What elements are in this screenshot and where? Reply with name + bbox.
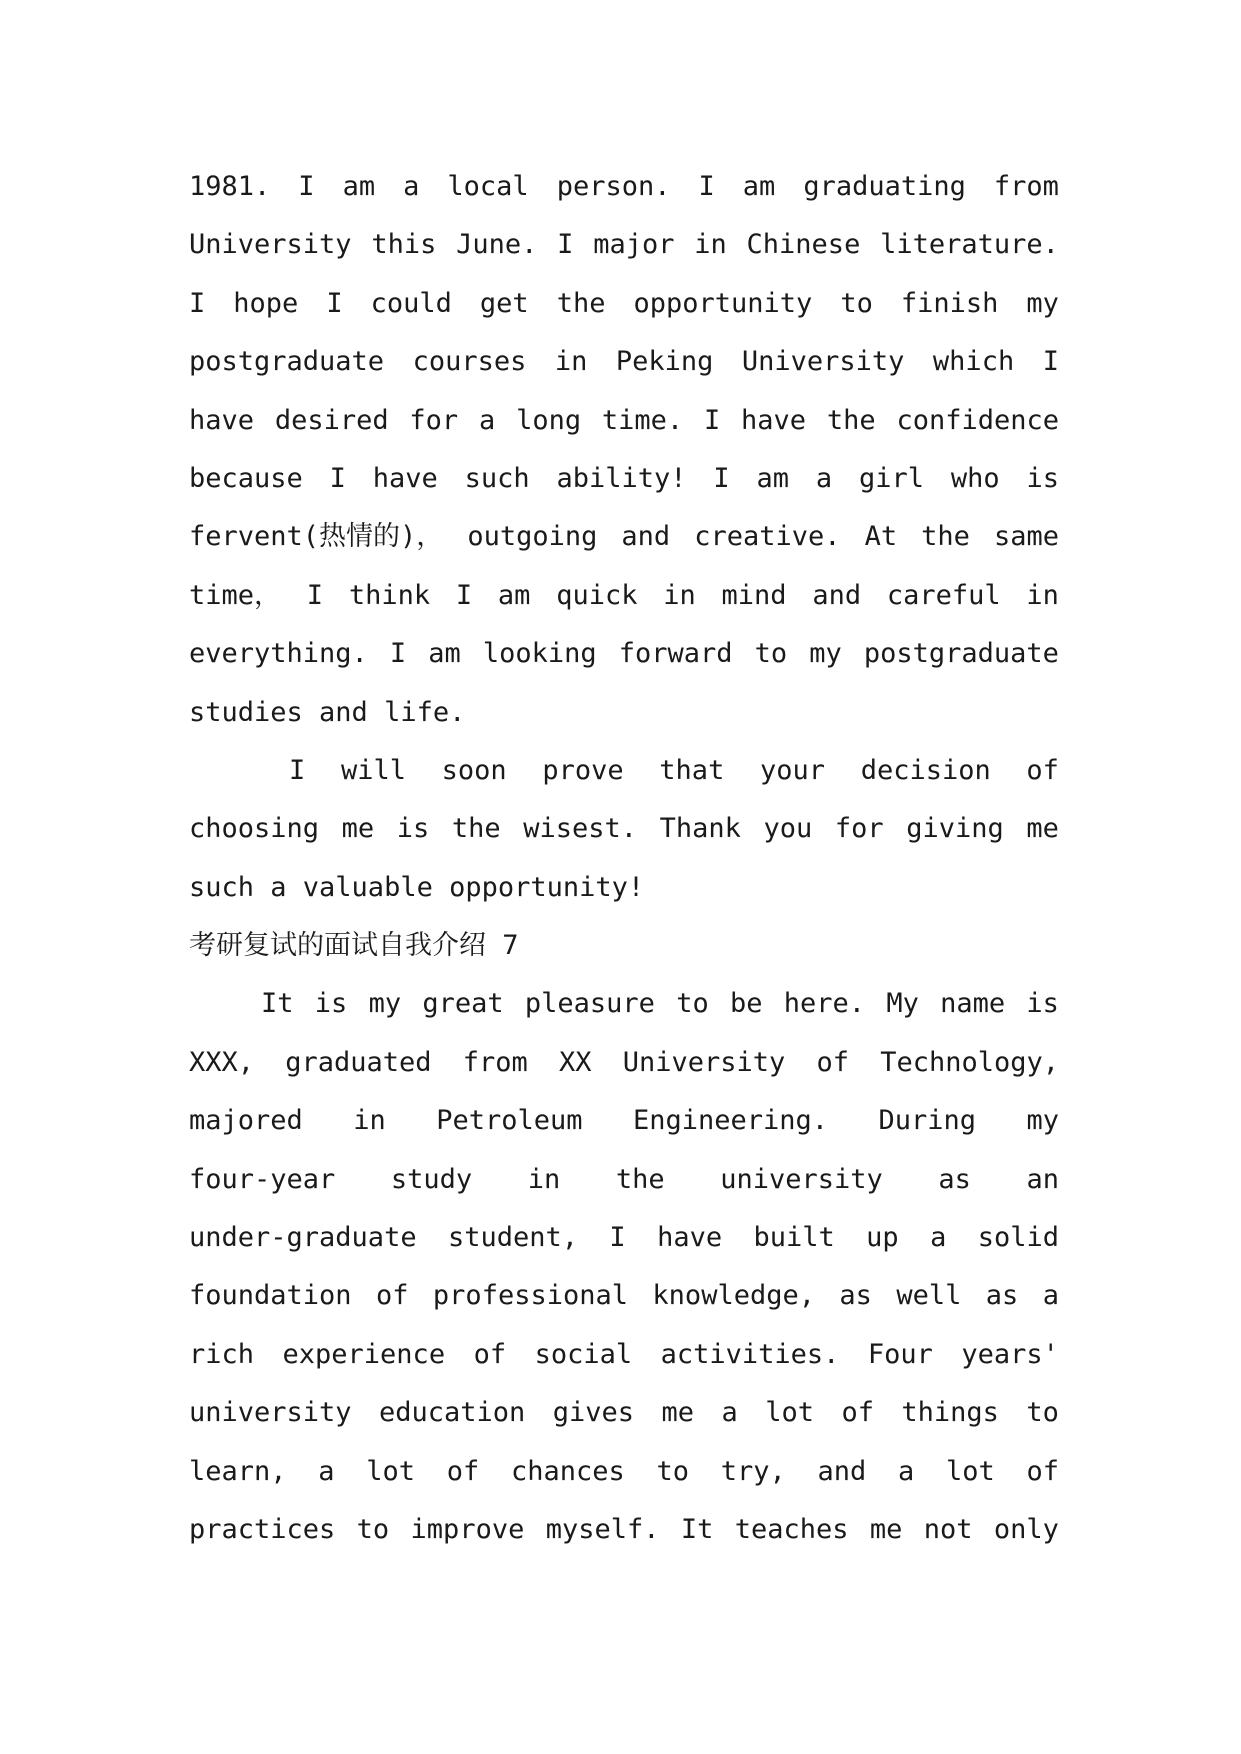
word: and (817, 1455, 867, 1487)
word: everything. (189, 638, 368, 670)
word: am (428, 638, 461, 670)
word: is (314, 988, 348, 1020)
word: chances (510, 1455, 625, 1487)
word: to (754, 638, 788, 670)
word: I (455, 579, 473, 611)
word: to (840, 287, 873, 319)
word: University (741, 346, 905, 378)
word: have (657, 1222, 723, 1254)
word: of (375, 1280, 409, 1312)
word: and (621, 521, 671, 553)
word: finish (900, 287, 999, 319)
word: creative. (694, 521, 841, 553)
word: to (356, 1513, 390, 1545)
word: to (676, 988, 709, 1020)
word: of (473, 1338, 507, 1370)
word: time. (601, 404, 684, 436)
word: could (370, 287, 452, 319)
text-line (189, 1151, 1059, 1209)
word: lot (945, 1455, 995, 1487)
word: you (763, 813, 813, 845)
word: wisest. (523, 813, 638, 845)
line-text: studies and life. (189, 696, 466, 728)
word: am (756, 462, 790, 494)
word: long (516, 404, 582, 436)
word: the (615, 1163, 665, 1195)
word: to (1026, 1397, 1059, 1429)
word: of (816, 1046, 849, 1078)
word: education (379, 1397, 526, 1429)
word: my (1026, 287, 1059, 319)
word: am (742, 171, 776, 202)
word: who (950, 462, 1000, 494)
text-line (189, 275, 1059, 333)
section-heading: 考研复试的面试自我介绍 7 (189, 930, 519, 962)
word: of (1026, 1455, 1059, 1487)
word: get (479, 287, 529, 319)
word: practices (189, 1513, 336, 1545)
word: me (869, 1513, 903, 1545)
word: local (447, 171, 529, 202)
word: hope (233, 287, 299, 319)
word: lot (366, 1455, 416, 1487)
word: a (721, 1397, 738, 1429)
text-line (189, 216, 1059, 274)
word: University (622, 1046, 786, 1078)
word: the (556, 287, 606, 319)
word: in (554, 346, 588, 378)
word: opportunity (633, 287, 813, 319)
word: teaches (734, 1513, 849, 1545)
word: I (557, 229, 574, 261)
word: of (446, 1455, 480, 1487)
word: rich (189, 1338, 255, 1370)
word: Technology, (880, 1046, 1059, 1078)
word: as (839, 1280, 872, 1312)
word: solid (977, 1222, 1059, 1254)
word: have (741, 404, 807, 436)
word: I (389, 638, 407, 670)
word: At (864, 521, 898, 553)
word: and (812, 579, 862, 611)
word: student, (447, 1222, 579, 1254)
text-line (189, 1326, 1059, 1384)
word: a (930, 1222, 947, 1254)
word: June. (456, 229, 538, 261)
word: graduating (803, 171, 966, 202)
word: myself. (545, 1513, 660, 1545)
word: gives (552, 1397, 635, 1429)
word: fervent(热情的)， (189, 521, 444, 553)
word: time， (189, 579, 282, 611)
word: decision (860, 754, 991, 786)
word: have (372, 462, 438, 494)
word: activities. (660, 1338, 840, 1370)
word: only (993, 1513, 1059, 1545)
word: a (318, 1455, 335, 1487)
word: up (866, 1222, 899, 1254)
text-line (189, 1443, 1059, 1501)
text-line (189, 1384, 1059, 1442)
word: postgraduate (189, 346, 385, 378)
word: built (753, 1222, 835, 1254)
word: for (409, 404, 459, 436)
word: university (720, 1163, 883, 1195)
text-line (189, 742, 1059, 800)
word: I (1042, 346, 1059, 378)
word: here. (783, 988, 866, 1020)
word: major (593, 229, 675, 261)
word: am (342, 171, 376, 202)
word: careful (886, 579, 1001, 611)
word: is (396, 813, 430, 845)
word: giving (906, 813, 1004, 845)
word: During (878, 1105, 976, 1137)
word: me (661, 1397, 695, 1429)
word: I (329, 462, 346, 494)
word: desired (274, 404, 389, 436)
word: same (993, 521, 1059, 553)
word: study (390, 1163, 473, 1195)
word: name (940, 988, 1006, 1020)
word: under-graduate (189, 1222, 417, 1254)
word: I (306, 579, 324, 611)
word: is (1026, 462, 1059, 494)
word: Chinese (746, 229, 861, 261)
word: a (403, 171, 420, 202)
text-line (189, 975, 1059, 1033)
word: I (326, 287, 343, 319)
text-line (189, 333, 1059, 391)
word: the (826, 404, 876, 436)
word: ability! (556, 462, 687, 494)
word: because (189, 462, 303, 494)
word: an (1026, 1163, 1059, 1195)
word: Engineering. (632, 1105, 829, 1137)
word: My (886, 988, 919, 1020)
word: the (451, 813, 501, 845)
word: this (371, 229, 437, 261)
word: in (694, 229, 727, 261)
word: learn, (189, 1455, 287, 1487)
word: four-year (189, 1163, 336, 1195)
word: of (1026, 754, 1059, 786)
word: foundation (189, 1280, 352, 1312)
word: I (189, 287, 206, 319)
word: girl (858, 462, 924, 494)
word: courses (412, 346, 527, 378)
word: Petroleum (436, 1105, 583, 1137)
word: I (298, 171, 315, 202)
word: mind (721, 579, 787, 611)
word: my (809, 638, 842, 670)
word: the (921, 521, 970, 553)
text-line (189, 1501, 1059, 1559)
word: Thank (659, 813, 741, 845)
word: as (938, 1163, 971, 1195)
word: professional (432, 1280, 628, 1312)
word: experience (282, 1338, 446, 1370)
word: am (497, 579, 531, 611)
word: will (340, 754, 406, 786)
word: try, (720, 1455, 786, 1487)
word: have (189, 404, 255, 436)
word: in (1026, 579, 1059, 611)
word: a (897, 1455, 915, 1487)
word: in (353, 1105, 386, 1137)
word: from (462, 1046, 528, 1078)
text-line (189, 684, 1059, 742)
text-line (189, 800, 1059, 858)
word: your (760, 754, 826, 786)
word: well (896, 1280, 962, 1312)
word: is (1026, 988, 1059, 1020)
word: my (1026, 1105, 1059, 1137)
word: in (663, 579, 696, 611)
word: years' (961, 1338, 1059, 1370)
word: I (713, 462, 730, 494)
word: not (923, 1513, 973, 1545)
word: soon (441, 754, 507, 786)
word: literature. (880, 229, 1059, 261)
word: as (985, 1280, 1019, 1312)
word: social (534, 1338, 633, 1370)
text-line (189, 1267, 1059, 1325)
text-line (189, 1034, 1059, 1092)
word: me (341, 813, 375, 845)
word: University (189, 229, 352, 261)
word: things (901, 1397, 999, 1429)
text-line (189, 567, 1059, 625)
word: Peking (615, 346, 714, 378)
word: a (1042, 1280, 1059, 1312)
word: for (834, 813, 884, 845)
word: prove (542, 754, 624, 786)
word: university (189, 1397, 352, 1429)
text-line (189, 1209, 1059, 1267)
text-line (189, 450, 1059, 508)
word: forward (618, 638, 733, 670)
word: my (368, 988, 402, 1020)
word: that (659, 754, 725, 786)
word: great (422, 988, 504, 1020)
word: to (656, 1455, 690, 1487)
word: a (479, 404, 496, 436)
text-line (189, 392, 1059, 450)
word: graduated (285, 1046, 432, 1078)
word: of (841, 1397, 874, 1429)
text-line (189, 1092, 1059, 1150)
word: XXX, (189, 1046, 255, 1078)
word: I (609, 1222, 626, 1254)
word: knowledge, (652, 1280, 815, 1312)
word: a (815, 462, 833, 494)
word: I (703, 404, 721, 436)
line-text: such a valuable opportunity! (189, 871, 645, 903)
word: Four (867, 1338, 933, 1370)
word: It (261, 988, 294, 1020)
word: XX (558, 1046, 592, 1078)
word: lot (765, 1397, 814, 1429)
text-line (189, 508, 1059, 566)
word: think (348, 579, 431, 611)
text-line (189, 625, 1059, 683)
word: person. (556, 171, 671, 202)
word: which (932, 346, 1015, 378)
word: It (680, 1513, 714, 1545)
word: choosing (189, 813, 320, 845)
word: majored (189, 1105, 303, 1137)
word: quick (556, 579, 638, 611)
word: confidence (896, 404, 1059, 436)
word: pleasure (524, 988, 655, 1020)
text-line (189, 158, 1059, 216)
word: 1981. (189, 171, 271, 202)
word: from (993, 171, 1059, 202)
word: looking (482, 638, 597, 670)
document-body (189, 158, 1059, 1559)
word: I (289, 754, 306, 786)
word: I (698, 171, 715, 202)
word: be (729, 988, 763, 1020)
word: outgoing (467, 521, 598, 553)
word: me (1026, 813, 1059, 845)
word: in (527, 1163, 561, 1195)
word: improve (410, 1513, 525, 1545)
word: postgraduate (863, 638, 1059, 670)
word: such (464, 462, 530, 494)
text-line (189, 859, 1059, 917)
